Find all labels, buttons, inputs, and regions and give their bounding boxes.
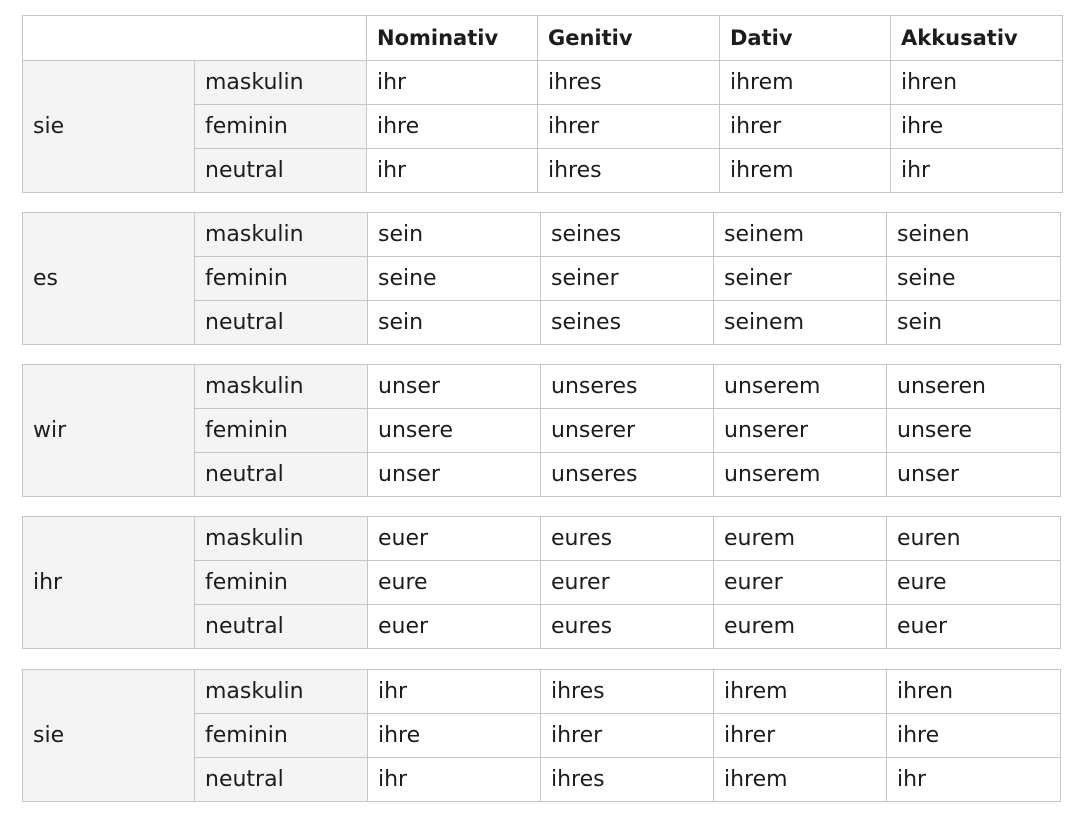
declension-table-ihr — [22, 516, 1061, 649]
akkusativ-cell: ihr — [891, 149, 1063, 193]
genitiv-cell: unseres — [541, 453, 714, 497]
akkusativ-cell: ihren — [891, 61, 1063, 105]
dativ-cell: unserem — [714, 453, 887, 497]
akkusativ-cell: euren — [887, 517, 1061, 561]
nominativ-cell: euer — [368, 517, 541, 561]
nominativ-cell: ihre — [367, 105, 538, 149]
akkusativ-cell: seine — [887, 257, 1061, 301]
gender-cell: maskulin — [195, 213, 368, 257]
header-akkusativ: Akkusativ — [891, 16, 1063, 61]
akkusativ-cell: ihren — [887, 670, 1061, 714]
dativ-cell: ihrer — [720, 105, 891, 149]
gender-cell: feminin — [195, 257, 368, 301]
nominativ-cell: sein — [368, 213, 541, 257]
gender-cell: maskulin — [195, 365, 368, 409]
gender-cell: feminin — [195, 105, 367, 149]
akkusativ-cell: unser — [887, 453, 1061, 497]
gender-cell: feminin — [195, 714, 368, 758]
akkusativ-cell: unseren — [887, 365, 1061, 409]
gender-cell: neutral — [195, 605, 368, 649]
gender-cell: maskulin — [195, 670, 368, 714]
dativ-cell: ihrem — [714, 670, 887, 714]
table-row — [23, 61, 1063, 105]
akkusativ-cell: sein — [887, 301, 1061, 345]
declension-table-sie-1 — [22, 15, 1063, 193]
gender-cell: feminin — [195, 561, 368, 605]
genitiv-cell: eures — [541, 605, 714, 649]
gender-cell: maskulin — [195, 61, 367, 105]
dativ-cell: seiner — [714, 257, 887, 301]
nominativ-cell: unser — [368, 453, 541, 497]
akkusativ-cell: ihre — [891, 105, 1063, 149]
gender-cell: neutral — [195, 758, 368, 802]
gender-cell: maskulin — [195, 517, 368, 561]
akkusativ-cell: ihr — [887, 758, 1061, 802]
header-genitiv: Genitiv — [538, 16, 720, 61]
genitiv-cell: eurer — [541, 561, 714, 605]
genitiv-cell: unserer — [541, 409, 714, 453]
table-row — [23, 517, 1061, 561]
akkusativ-cell: ihre — [887, 714, 1061, 758]
gender-cell: neutral — [195, 149, 367, 193]
declension-table-sie-2 — [22, 669, 1061, 802]
genitiv-cell: ihres — [538, 61, 720, 105]
nominativ-cell: euer — [368, 605, 541, 649]
gender-cell: feminin — [195, 409, 368, 453]
genitiv-cell: seiner — [541, 257, 714, 301]
nominativ-cell: ihr — [368, 758, 541, 802]
genitiv-cell: ihres — [538, 149, 720, 193]
nominativ-cell: seine — [368, 257, 541, 301]
nominativ-cell: sein — [368, 301, 541, 345]
akkusativ-cell: seinen — [887, 213, 1061, 257]
nominativ-cell: ihre — [368, 714, 541, 758]
table-row — [23, 670, 1061, 714]
genitiv-cell: seines — [541, 301, 714, 345]
dativ-cell: ihrem — [720, 61, 891, 105]
pronoun-cell: es — [23, 213, 195, 345]
declension-table-es — [22, 212, 1061, 345]
akkusativ-cell: eure — [887, 561, 1061, 605]
nominativ-cell: eure — [368, 561, 541, 605]
header-dativ: Dativ — [720, 16, 891, 61]
table-row — [23, 213, 1061, 257]
genitiv-cell: ihrer — [541, 714, 714, 758]
genitiv-cell: ihres — [541, 670, 714, 714]
dativ-cell: ihrer — [714, 714, 887, 758]
genitiv-cell: ihres — [541, 758, 714, 802]
dativ-cell: eurem — [714, 605, 887, 649]
genitiv-cell: ihrer — [538, 105, 720, 149]
dativ-cell: seinem — [714, 213, 887, 257]
nominativ-cell: unsere — [368, 409, 541, 453]
dativ-cell: ihrem — [714, 758, 887, 802]
genitiv-cell: unseres — [541, 365, 714, 409]
genitiv-cell: seines — [541, 213, 714, 257]
table-row — [23, 365, 1061, 409]
nominativ-cell: ihr — [368, 670, 541, 714]
pronoun-cell: sie — [23, 670, 195, 802]
gender-cell: neutral — [195, 453, 368, 497]
pronoun-cell: wir — [23, 365, 195, 497]
pronoun-cell: ihr — [23, 517, 195, 649]
akkusativ-cell: unsere — [887, 409, 1061, 453]
nominativ-cell: unser — [368, 365, 541, 409]
header-empty-cell — [23, 16, 367, 61]
dativ-cell: unserer — [714, 409, 887, 453]
header-row — [23, 16, 1063, 61]
pronoun-cell: sie — [23, 61, 195, 193]
genitiv-cell: eures — [541, 517, 714, 561]
dativ-cell: unserem — [714, 365, 887, 409]
nominativ-cell: ihr — [367, 61, 538, 105]
nominativ-cell: ihr — [367, 149, 538, 193]
dativ-cell: seinem — [714, 301, 887, 345]
dativ-cell: eurer — [714, 561, 887, 605]
declension-table-wir — [22, 364, 1061, 497]
dativ-cell: ihrem — [720, 149, 891, 193]
akkusativ-cell: euer — [887, 605, 1061, 649]
dativ-cell: eurem — [714, 517, 887, 561]
header-nominativ: Nominativ — [367, 16, 538, 61]
gender-cell: neutral — [195, 301, 368, 345]
